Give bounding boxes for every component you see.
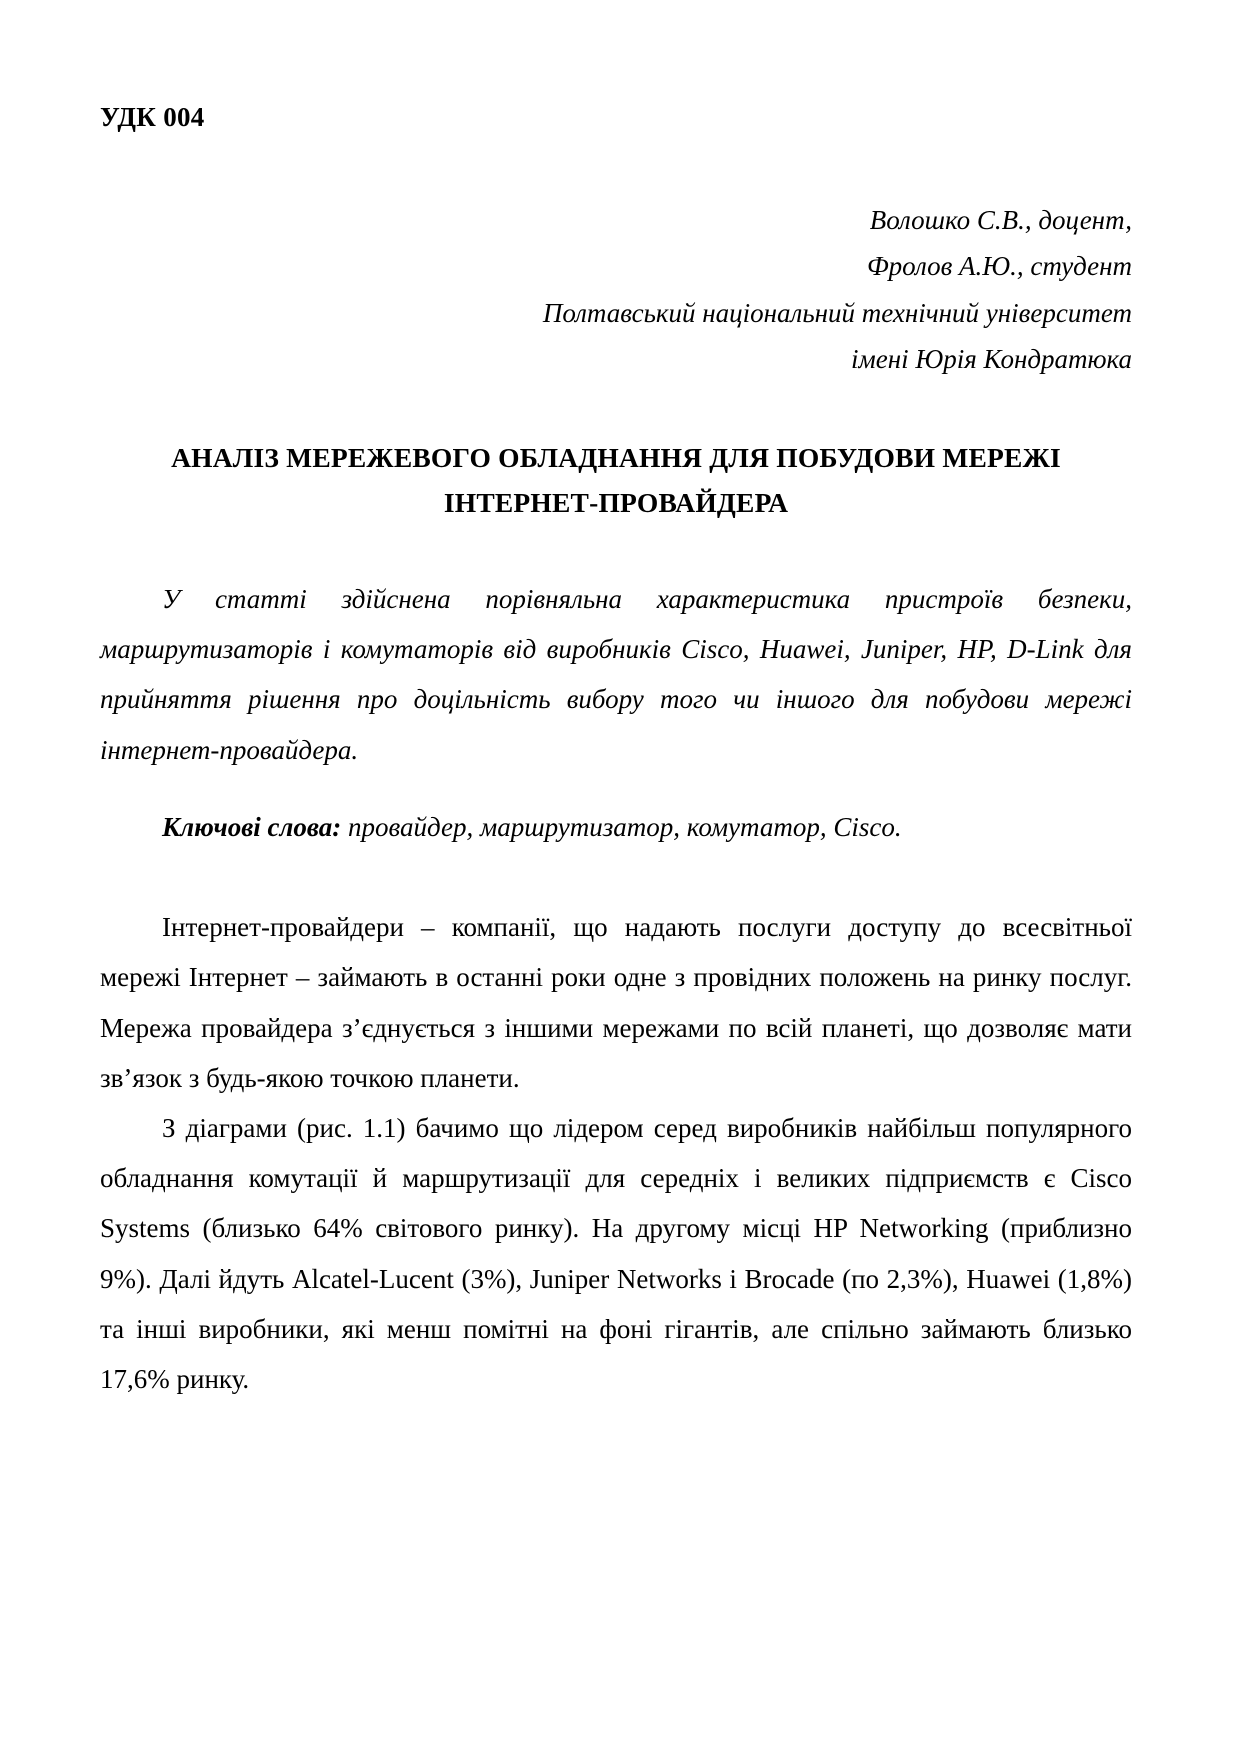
abstract-paragraph: У статті здійснена порівняльна характеристика пристроїв безпеки, маршрутизаторів і комутаторів від виробників Cisco, Huawei, Juniper, HP, D-Link для прийняття рішення про доцільність вибору того чи іншого для побудови мережі інтернет-провайдера.: [100, 584, 1132, 765]
title-line-2: ІНТЕРНЕТ-ПРОВАЙДЕРА: [443, 487, 789, 519]
affiliation-line-2: імені Юрія Кондратюка: [851, 344, 1132, 375]
keywords-line: [100, 802, 1132, 852]
body-text: [100, 902, 1132, 1404]
author-line-2: Фролов А.Ю., студент: [866, 251, 1132, 282]
udc-code: УДК 004: [100, 102, 205, 132]
author-line-1: Волошко С.В., доцент,: [869, 205, 1132, 235]
keywords-label: Ключові слова:: [162, 811, 348, 842]
page-title: [100, 435, 1132, 526]
affiliation-line-1: Полтавський національний технічний університет: [542, 297, 1132, 328]
body-paragraph-1: Інтернет-провайдери – компанії, що надають послуги доступу до всесвітньої мережі Інтернет – займають в останні роки одне з провідних положень на ринку послуг. Мережа провайдера з’єднується з іншими мережами по всій планеті, що дозволяє мати зв’язок з будь-якою точкою планети.: [100, 912, 1132, 1093]
author-block: [100, 197, 1132, 383]
keywords-values: провайдер, маршрутизатор, комутатор, Cisco.: [347, 811, 902, 842]
body-paragraph-2: З діаграми (рис. 1.1) бачимо що лідером серед виробників найбільш популярного обладнання комутації й маршрутизації для середніх і великих підприємств є Cisco Systems (близько 64% світового ринку). На другому місці HP Networking (приблизно 9%). Далі йдуть Alcatel-Lucent (3%), Juniper Networks і Brocade (по 2,3%), Huawei (1,8%) та інші виробники, які менш помітні на фоні гігантів, але спільно займають близько 17,6% ринку.: [100, 1113, 1132, 1395]
title-line-1: АНАЛІЗ МЕРЕЖЕВОГО ОБЛАДНАННЯ ДЛЯ ПОБУДОВИ МЕРЕЖІ: [171, 441, 1061, 473]
